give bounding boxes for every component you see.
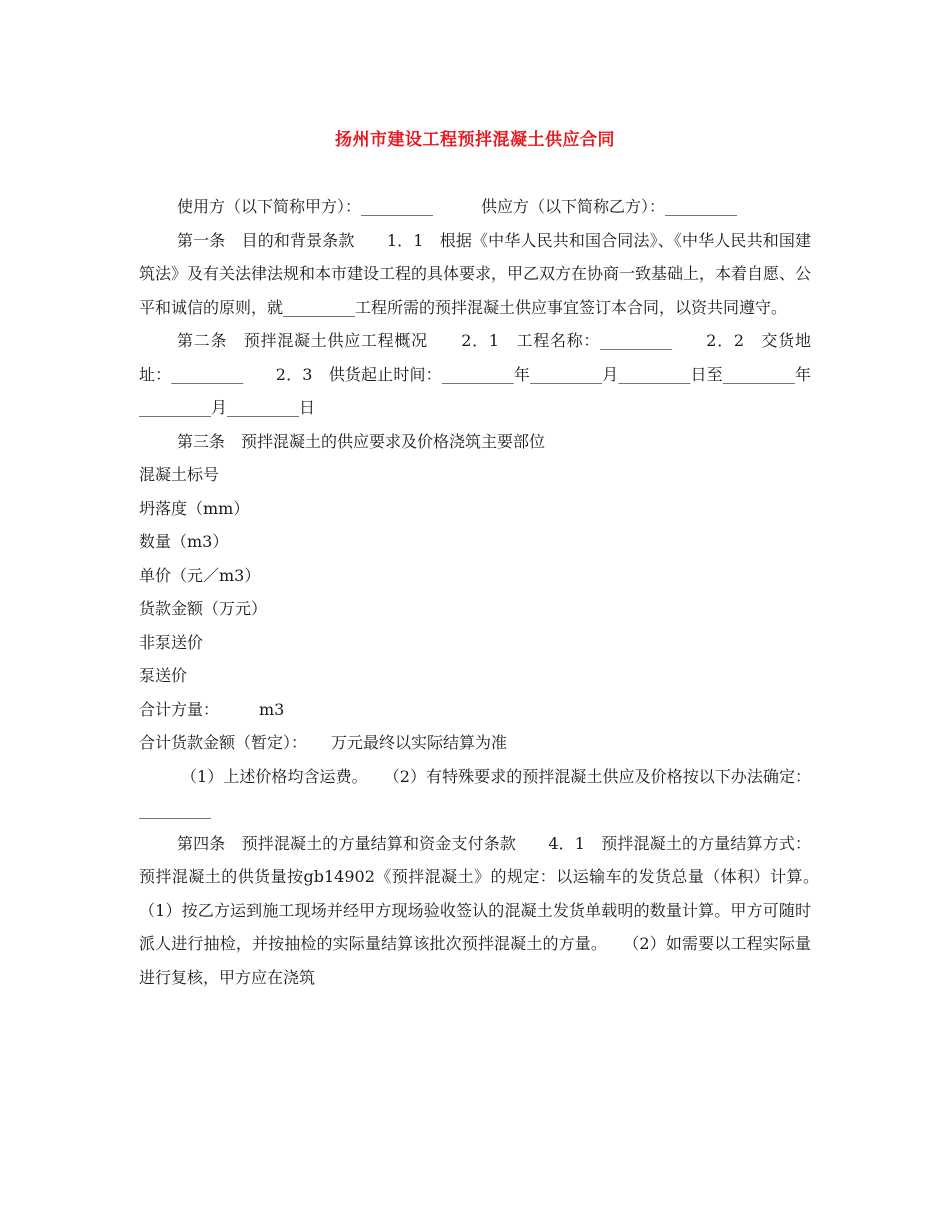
price-notes-paragraph: （1）上述价格均含运费。 （2）有特殊要求的预拌混凝土供应及价格按以下办法确定：_________ xyxy=(139,766,811,819)
document-title: 扬州市建设工程预拌混凝土供应合同 xyxy=(335,130,615,150)
table-field-non-pump-price: 非泵送价 xyxy=(139,632,204,652)
article-4-paragraph: 第四条 预拌混凝土的方量结算和资金支付条款 4．1 预拌混凝土的方量结算方式：预拌混凝土的供货量按gb14902《预拌混凝土》的规定：以运输车的发货总量（体积）计算。 （1）按乙方运到施工现场并经甲方现场验收签认的混凝土发货单载明的数量计算。甲方可随时派人进行抽检，并按抽检的实际量结算该批次预拌混凝土的方量。 （2）如需要以工程实际量进行复核，甲方应在浇筑 xyxy=(139,833,844,987)
parties-paragraph: 使用方（以下简称甲方）：_________ 供应方（以下简称乙方）：_________ xyxy=(177,197,738,216)
table-field-pump-price: 泵送价 xyxy=(139,666,188,685)
total-volume-line: 合计方量： m3 xyxy=(139,699,285,719)
total-amount-line: 合计货款金额（暂定）： 万元最终以实际结算为准 xyxy=(139,733,508,752)
table-field-slump: 坍落度（mm） xyxy=(139,498,250,518)
table-field-unit-price: 单价（元／m3） xyxy=(139,565,261,585)
article-2-paragraph: 第二条 预拌混凝土供应工程概况 2．1 工程名称：_________ 2．2 交货地址：_________ 2．3 供货起止时间：_________年_________月_________日至_________年_________月_________日 xyxy=(139,331,811,417)
table-field-quantity: 数量（m3） xyxy=(139,532,229,551)
article-1-paragraph: 第一条 目的和背景条款 1．1 根据《中华人民共和国合同法》、《中华人民共和国建筑法》及有关法律法规和本市建设工程的具体要求，甲乙双方在协商一致基础上，本着自愿、公平和诚信的原则，就_________工程所需的预拌混凝土供应事宜签订本合同，以资共同遵守。 xyxy=(139,230,812,317)
table-field-concrete-grade: 混凝土标号 xyxy=(139,465,220,484)
document-body xyxy=(139,190,844,994)
table-field-payment-amount: 货款金额（万元） xyxy=(139,599,268,618)
article-3-heading: 第三条 预拌混凝土的供应要求及价格浇筑主要部位 xyxy=(177,431,546,451)
